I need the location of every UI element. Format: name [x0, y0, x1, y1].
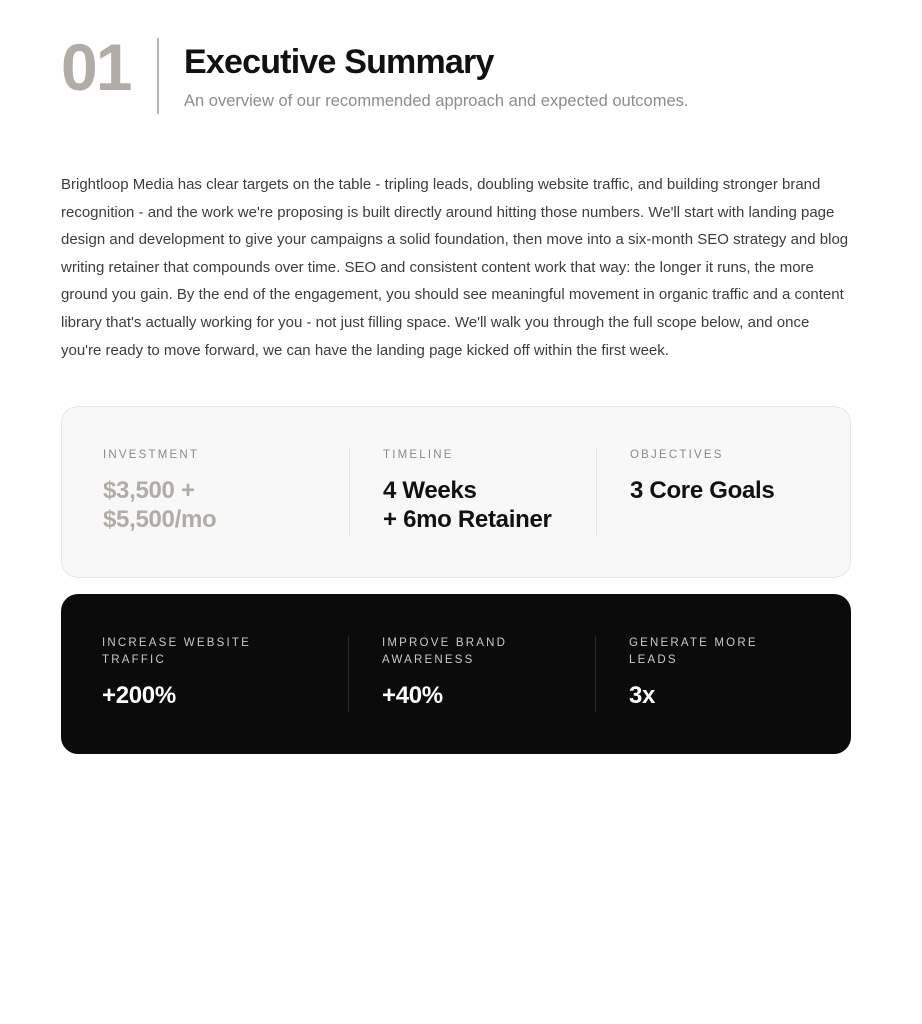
goal-traffic-column [102, 594, 342, 754]
section-subtitle: An overview of our recommended approach and expected outcomes. [184, 92, 689, 110]
objectives-value: 3 Core Goals [630, 477, 775, 504]
column-divider [595, 636, 596, 712]
timeline-label: TIMELINE [383, 449, 454, 461]
header-divider [157, 38, 159, 114]
goal-traffic-label: INCREASE WEBSITE TRAFFIC [102, 637, 251, 666]
goals-card [61, 594, 851, 754]
goal-traffic-value: +200% [102, 682, 176, 709]
objectives-column [630, 407, 830, 577]
investment-value: $3,500 + $5,500/mo [103, 477, 217, 533]
goal-leads-label: GENERATE MORE LEADS [629, 637, 758, 666]
overview-card [61, 406, 851, 578]
timeline-column [383, 407, 593, 577]
section-title: Executive Summary [184, 43, 494, 81]
summary-paragraph: Brightloop Media has clear targets on the table - tripling leads, doubling website traffic, and building stronger brand recognition - and the work we're proposing is built directly around hitting those numbers. We'll start with landing page design and development to give your campaigns a solid foundation, then move into a six-month SEO strategy and blog writing retainer that compounds over time. SEO and consistent content work that way: the longer it runs, the more ground you gain. By the end of the engagement, you should see meaningful movement in organic traffic and a content library that's actually working for you - not just filling space. We'll walk you through the full scope below, and once you're ready to move forward, we can have the landing page kicked off within the first week. [61, 176, 849, 359]
goal-brand-value: +40% [382, 682, 443, 709]
investment-column [103, 407, 343, 577]
column-divider [349, 448, 350, 536]
goal-brand-label: IMPROVE BRAND AWARENESS [382, 637, 508, 666]
section-number: 01 [61, 30, 131, 104]
goal-leads-column [629, 594, 829, 754]
section-header [61, 30, 861, 116]
goal-leads-value: 3x [629, 682, 656, 709]
investment-label: INVESTMENT [103, 449, 200, 461]
timeline-value: 4 Weeks + 6mo Retainer [383, 477, 552, 533]
column-divider [348, 636, 349, 712]
objectives-label: OBJECTIVES [630, 449, 724, 461]
goal-brand-column [382, 594, 592, 754]
column-divider [596, 448, 597, 536]
